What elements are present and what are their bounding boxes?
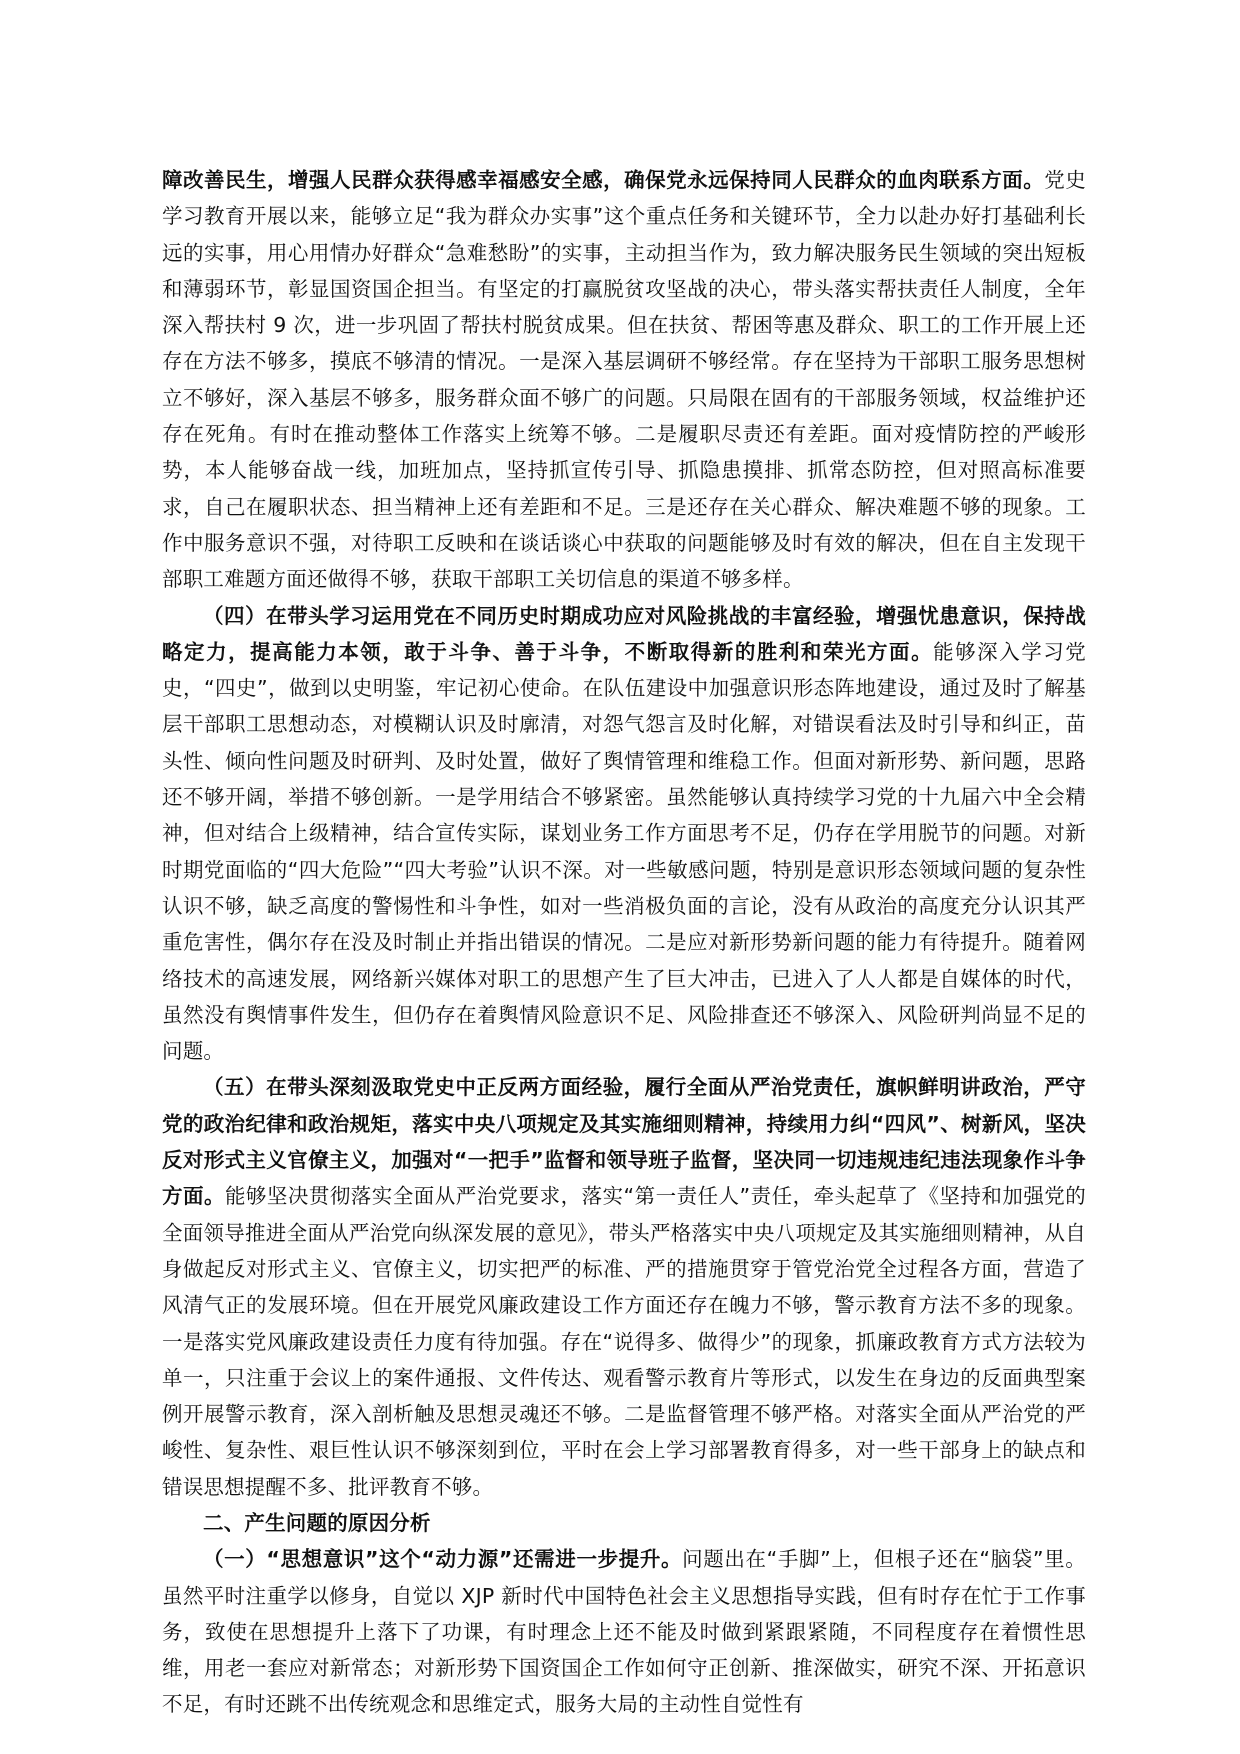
paragraph-text: 能够坚决贯彻落实全面从严治党要求，落实“第一责任人”责任，牵头起草了《坚持和加强党的全面领导推进全面从严治党向纵深发展的意见》，带头严格落实中央八项规定及其实施细则精神，从自身做起反对形式主义、官僚主义，切实把严的标准、严的措施贯穿于管党治党全过程各方面，营造了风清气正的发展环境。但在开展党风廉政建设工作方面还存在魄力不够，警示教育方法不多的现象。一是落实党风廉政建设责任力度有待加强。存在“说得多、做得少”的现象，抓廉政教育方式方法较为单一，只注重于会议上的案件通报、文件传达、观看警示教育片等形式，以发生在身边的反面典型案例开展警示教育，深入剖析触及思想灵魂还不够。二是监督管理不够严格。对落实全面从严治党的严峻性、复杂性、艰巨性认识不够深刻到位，平时在会上学习部署教育得多，对一些干部身上的缺点和错误思想提醒不多、批评教育不够。 <box>162 1184 1086 1499</box>
paragraph-section-5 <box>162 1069 1086 1505</box>
paragraph-lead: 障改善民生，增强人民群众获得感幸福感安全感，确保党永远保持同人民群众的血肉联系方面。 <box>162 168 1045 192</box>
paragraph-lead: （一）“思想意识”这个“动力源”还需进一步提升。 <box>203 1547 683 1572</box>
paragraph-text: 党史学习教育开展以来，能够立足“我为群众办实事”这个重点任务和关键环节，全力以赴办好打基础利长远的实事，用心用情办好群众“急难愁盼”的实事，主动担当作为，致力解决服务民生领域的突出短板和薄弱环节，彰显国资国企担当。有坚定的打赢脱贫攻坚战的决心，带头落实帮扶责任人制度，全年深入帮扶村 9 次，进一步巩固了帮扶村脱贫成果。但在扶贫、帮困等惠及群众、职工的工作开展上还存在方法不够多，摸底不够清的情况。一是深入基层调研不够经常。存在坚持为干部职工服务思想树立不够好，深入基层不够多，服务群众面不够广的问题。只局限在固有的干部服务领域，权益维护还存在死角。有时在推动整体工作落实上统筹不够。二是履职尽责还有差距。面对疫情防控的严峻形势，本人能够奋战一线，加班加点，坚持抓宣传引导、抓隐患摸排、抓常态防控，但对照高标准要求，自己在履职状态、担当精神上还有差距和不足。三是还存在关心群众、解决难题不够的现象。工作中服务意识不强，对待职工反映和在谈话谈心中获取的问题能够及时有效的解决，但在自主发现干部职工难题方面还做得不够，获取干部职工关切信息的渠道不够多样。 <box>162 168 1086 592</box>
paragraph-people-livelihood <box>162 162 1086 598</box>
paragraph-lead: （五）在带头深刻汲取党史中正反两方面经验，履行全面从严治党责任，旗帜鲜明讲政治，严守党的政治纪律和政治规矩，落实中央八项规定及其实施细则精神，持续用力纠“四风”、树新风，坚决反对形式主义官僚主义，加强对“一把手”监督和领导班子监督，坚决同一切违规违纪违法现象作斗争方面。 <box>162 1075 1086 1209</box>
paragraph-text: 问题出在“手脚”上，但根子还在“脑袋”里。虽然平时注重学以修身，自觉以 XJP 新时代中国特色社会主义思想指导实践，但有时存在忙于工作事务，致使在思想提升上落下了功课，有时理念上还不能及时做到紧跟紧随，不同程度存在着惯性思维，用老一套应对新常态；对新形势下国资国企工作如何守正创新、推深做实，研究不深、开拓意识不足，有时还跳不出传统观念和思维定式，服务大局的主动性自觉性有 <box>162 1547 1086 1717</box>
section-heading-cause-analysis: 二、产生问题的原因分析 <box>203 1510 431 1535</box>
paragraph-lead: （四）在带头学习运用党在不同历史时期成功应对风险挑战的丰富经验，增强忧患意识，保持战略定力，提高能力本领，敢于斗争、善于斗争，不断取得新的胜利和荣光方面。 <box>162 603 1086 664</box>
document-body <box>162 162 1086 1723</box>
paragraph-text: 能够深入学习党史，“四史”，做到以史明鉴，牢记初心使命。在队伍建设中加强意识形态阵地建设，通过及时了解基层干部职工思想动态，对模糊认识及时廓清，对怨气怨言及时化解，对错误看法及时引导和纠正，苗头性、倾向性问题及时研判、及时处置，做好了舆情管理和维稳工作。但面对新形势、新问题，思路还不够开阔，举措不够创新。一是学用结合不够紧密。虽然能够认真持续学习党的十九届六中全会精神，但对结合上级精神，结合宣传实际，谋划业务工作方面思考不足，仍存在学用脱节的问题。对新时期党面临的“四大危险”“四大考验”认识不深。对一些敏感问题，特别是意识形态领域问题的复杂性认识不够，缺乏高度的警惕性和斗争性，如对一些消极负面的言论，没有从政治的高度充分认识其严重危害性，偶尔存在没及时制止并指出错误的情况。二是应对新形势新问题的能力有待提升。随着网络技术的高速发展，网络新兴媒体对职工的思想产生了巨大冲击，已进入了人人都是自媒体的时代，虽然没有舆情事件发生，但仍存在着舆情风险意识不足、风险排查还不够深入、风险研判尚显不足的问题。 <box>162 639 1086 1064</box>
paragraph-cause-1 <box>162 1541 1086 1722</box>
paragraph-section-4 <box>162 598 1086 1070</box>
